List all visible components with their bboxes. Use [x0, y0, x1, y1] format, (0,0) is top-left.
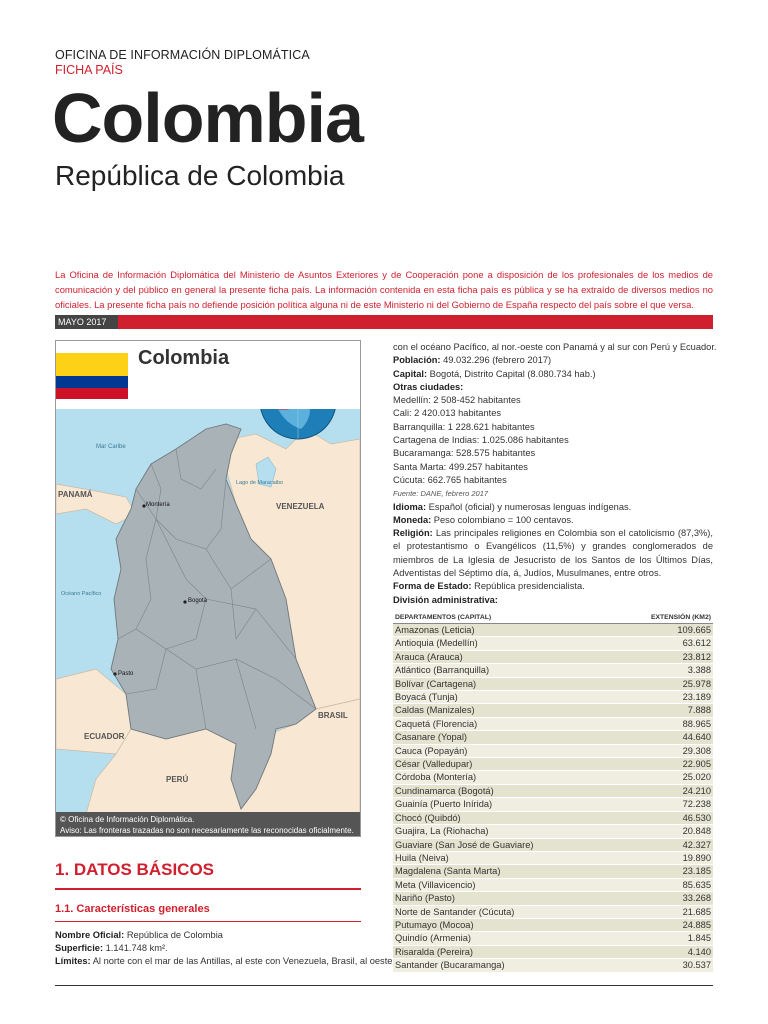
label-religion: Religión: — [393, 528, 433, 539]
map-label-lago: Lago de Maracaibo — [236, 480, 284, 486]
map-note-line2: Aviso: Las fronteras trazadas no son necesariamente las reconocidas oficialmente. — [60, 826, 354, 835]
table-row — [393, 637, 713, 650]
dept-name-cell: Norte de Santander (Cúcuta) — [393, 905, 614, 918]
table-row — [393, 811, 713, 824]
dept-extension-cell: 63.612 — [614, 637, 713, 650]
dept-extension-cell: 42.327 — [614, 838, 713, 851]
label-idioma: Idioma: — [393, 501, 427, 512]
label-superficie: Superficie: — [55, 943, 104, 954]
map-label-bogota: Bogotá — [188, 598, 208, 604]
value-capital: Bogotá, Distrito Capital (8.080.734 hab.) — [427, 368, 596, 379]
dept-name-cell: Cauca (Popayán) — [393, 744, 614, 757]
dept-name-cell: Bolívar (Cartagena) — [393, 677, 614, 690]
dept-name-cell: Magdalena (Santa Marta) — [393, 865, 614, 878]
dept-extension-cell: 25.020 — [614, 771, 713, 784]
table-row — [393, 677, 713, 690]
basic-facts-left — [55, 929, 393, 969]
label-otras-ciudades: Otras ciudades: — [393, 381, 464, 392]
dept-extension-cell: 20.848 — [614, 825, 713, 838]
label-moneda: Moneda: — [393, 514, 432, 525]
dept-name-cell: Amazonas (Leticia) — [393, 624, 614, 637]
dept-name-cell: Guaviare (San José de Guaviare) — [393, 838, 614, 851]
dept-extension-cell: 21.685 — [614, 905, 713, 918]
dept-extension-cell: 88.965 — [614, 717, 713, 730]
table-row — [393, 650, 713, 663]
dept-name-cell: Cundinamarca (Bogotá) — [393, 784, 614, 797]
dept-extension-cell: 3.388 — [614, 664, 713, 677]
table-row — [393, 691, 713, 704]
dept-extension-cell: 25.978 — [614, 677, 713, 690]
section-title-datos-basicos: 1. DATOS BÁSICOS — [55, 860, 215, 879]
footer-rule — [55, 985, 713, 986]
value-forma-estado: República presidencialista. — [471, 581, 585, 592]
colombia-map — [56, 409, 360, 814]
dept-extension-cell: 72.238 — [614, 798, 713, 811]
label-forma-estado: Forma de Estado: — [393, 581, 472, 592]
value-limites: Al norte con el mar de las Antillas, al este con Venezuela, Brasil, al oeste — [90, 956, 393, 967]
dept-name-cell: Putumayo (Mocoa) — [393, 918, 614, 931]
map-note-line1: © Oficina de Información Diplomática. — [60, 815, 195, 824]
dept-extension-cell: 23.189 — [614, 691, 713, 704]
dept-extension-cell: 23.185 — [614, 865, 713, 878]
label-nombre: Nombre Oficial: — [55, 930, 125, 940]
label-limites: Límites: — [55, 956, 91, 967]
office-header: OFICINA DE INFORMACIÓN DIPLOMÁTICA — [55, 48, 310, 62]
dept-extension-cell: 23.812 — [614, 650, 713, 663]
dept-extension-cell: 85.635 — [614, 878, 713, 891]
dept-name-cell: Chocó (Quibdó) — [393, 811, 614, 824]
table-row — [393, 825, 713, 838]
map-label-venezuela: VENEZUELA — [276, 502, 325, 511]
table-row — [393, 717, 713, 730]
table-row — [393, 664, 713, 677]
dept-extension-cell: 24.210 — [614, 784, 713, 797]
city-item: Medellín: 2 508-452 habitantes — [393, 395, 521, 406]
dept-extension-cell: 30.537 — [614, 959, 713, 972]
city-item: Cali: 2 420.013 habitantes — [393, 408, 502, 419]
value-superficie: 1.141.748 km². — [103, 943, 168, 954]
value-poblacion: 49.032.296 (febrero 2017) — [440, 355, 552, 366]
departments-table-body — [393, 624, 713, 973]
table-row — [393, 624, 713, 637]
dept-extension-cell: 44.640 — [614, 731, 713, 744]
dept-extension-cell: 19.890 — [614, 851, 713, 864]
value-moneda: Peso colombiano = 100 centavos. — [431, 514, 574, 525]
map-label-pasto: Pasto — [118, 671, 134, 677]
dept-name-cell: Caldas (Manizales) — [393, 704, 614, 717]
table-header-departamentos: DEPARTAMENTOS (CAPITAL) — [393, 611, 614, 624]
subsection-divider — [55, 921, 361, 922]
label-capital: Capital: — [393, 368, 428, 379]
date-label: MAYO 2017 — [55, 315, 118, 329]
map-label-ecuador: ECUADOR — [84, 732, 125, 741]
table-row — [393, 865, 713, 878]
table-row — [393, 959, 713, 972]
city-item: Cúcuta: 662.765 habitantes — [393, 474, 507, 485]
dept-name-cell: Guainía (Puerto Inírida) — [393, 798, 614, 811]
map-label-oceano: Océano Pacífico — [61, 591, 102, 597]
dept-name-cell: Guajira, La (Riohacha) — [393, 825, 614, 838]
dept-extension-cell: 29.308 — [614, 744, 713, 757]
label-poblacion: Población: — [393, 355, 441, 366]
page-subtitle: República de Colombia — [55, 160, 345, 191]
label-division: División administrativa: — [393, 594, 498, 605]
dept-extension-cell: 24.885 — [614, 918, 713, 931]
table-row — [393, 878, 713, 891]
dept-name-cell: Quindío (Armenia) — [393, 932, 614, 945]
ficha-pais-label: FICHA PAÍS — [55, 63, 123, 77]
table-row — [393, 838, 713, 851]
table-header-extension: EXTENSIÓN (KM2) — [614, 611, 713, 624]
city-item: Cartagena de Indias: 1.025.086 habitantes — [393, 435, 569, 446]
value-nombre: República de Colombia — [124, 930, 223, 940]
table-row — [393, 798, 713, 811]
dept-name-cell: César (Valledupar) — [393, 758, 614, 771]
limites-continuation: con el océano Pacífico, al nor.-oeste con Panamá y al sur con Perú y Ecuador. — [393, 342, 717, 352]
date-bar — [55, 315, 713, 329]
dept-name-cell: Caquetá (Florencia) — [393, 717, 614, 730]
table-row — [393, 918, 713, 931]
dept-name-cell: Santander (Bucaramanga) — [393, 959, 614, 972]
city-item: Barranquilla: 1 228.621 habitantes — [393, 421, 535, 432]
subsection-title: 1.1. Características generales — [55, 903, 210, 915]
map-label-panama: PANAMÁ — [58, 490, 93, 499]
dept-name-cell: Nariño (Pasto) — [393, 892, 614, 905]
dept-name-cell: Risaralda (Pereira) — [393, 945, 614, 958]
table-row — [393, 731, 713, 744]
dept-extension-cell: 1.845 — [614, 932, 713, 945]
city-item: Bucaramanga: 528.575 habitantes — [393, 448, 536, 459]
city-item: Santa Marta: 499.257 habitantes — [393, 461, 528, 472]
dept-extension-cell: 7.888 — [614, 704, 713, 717]
dept-name-cell: Córdoba (Montería) — [393, 771, 614, 784]
section-divider — [55, 888, 361, 890]
departments-table — [393, 611, 713, 973]
table-row — [393, 758, 713, 771]
dept-name-cell: Meta (Villavicencio) — [393, 878, 614, 891]
dept-name-cell: Arauca (Arauca) — [393, 650, 614, 663]
dept-extension-cell: 4.140 — [614, 945, 713, 958]
table-row — [393, 905, 713, 918]
map-label-peru: PERÚ — [166, 775, 189, 784]
map-label-monteria: Montería — [146, 502, 170, 508]
value-idioma: Español (oficial) y numerosas lenguas indígenas. — [426, 501, 632, 512]
dept-extension-cell: 109.665 — [614, 624, 713, 637]
table-row — [393, 704, 713, 717]
dept-name-cell: Huila (Neiva) — [393, 851, 614, 864]
source-note: Fuente: DANE, febrero 2017 — [393, 489, 489, 499]
dept-name-cell: Antioquia (Medellín) — [393, 637, 614, 650]
table-row — [393, 932, 713, 945]
map-label-mar-caribe: Mar Caribe — [96, 444, 126, 450]
dept-name-cell: Boyacá (Tunja) — [393, 691, 614, 704]
table-row — [393, 892, 713, 905]
map-label-brasil: BRASIL — [318, 711, 348, 720]
map-title: Colombia — [138, 347, 230, 369]
map-box — [55, 340, 361, 837]
value-religion: Las principales religiones en Colombia son el catolicismo (87,3%), el protestantismo o Evangélicos (11,5%) y grandes conglomerados de miembros de La Iglesia de Jesucristo de los Santos de los Últimos Días, Adventistas del Séptimo día, á, Judíos, Musulmanes, entre otros. — [393, 528, 713, 579]
table-row — [393, 784, 713, 797]
map-disclaimer — [56, 812, 360, 836]
table-row — [393, 771, 713, 784]
page-title: Colombia — [52, 79, 363, 157]
table-row — [393, 851, 713, 864]
dept-name-cell: Casanare (Yopal) — [393, 731, 614, 744]
table-row — [393, 744, 713, 757]
dept-extension-cell: 33.268 — [614, 892, 713, 905]
basic-facts-right — [393, 341, 717, 607]
dept-extension-cell: 46.530 — [614, 811, 713, 824]
table-row — [393, 945, 713, 958]
intro-paragraph: La Oficina de Información Diplomática del Ministerio de Asuntos Exteriores y de Cooperación pone a disposición de los profesionales de los medios de comunicación y del público en general la presente ficha país. La información contenida en esta ficha país es pública y se ha extraído de diversos medios no oficiales. La presente ficha país no defiende posición política alguna ni de este Ministerio ni del Gobierno de España respecto del país sobre el que versa. — [55, 269, 713, 310]
dept-extension-cell: 22.905 — [614, 758, 713, 771]
colombia-flag — [56, 353, 128, 399]
dept-name-cell: Atlántico (Barranquilla) — [393, 664, 614, 677]
